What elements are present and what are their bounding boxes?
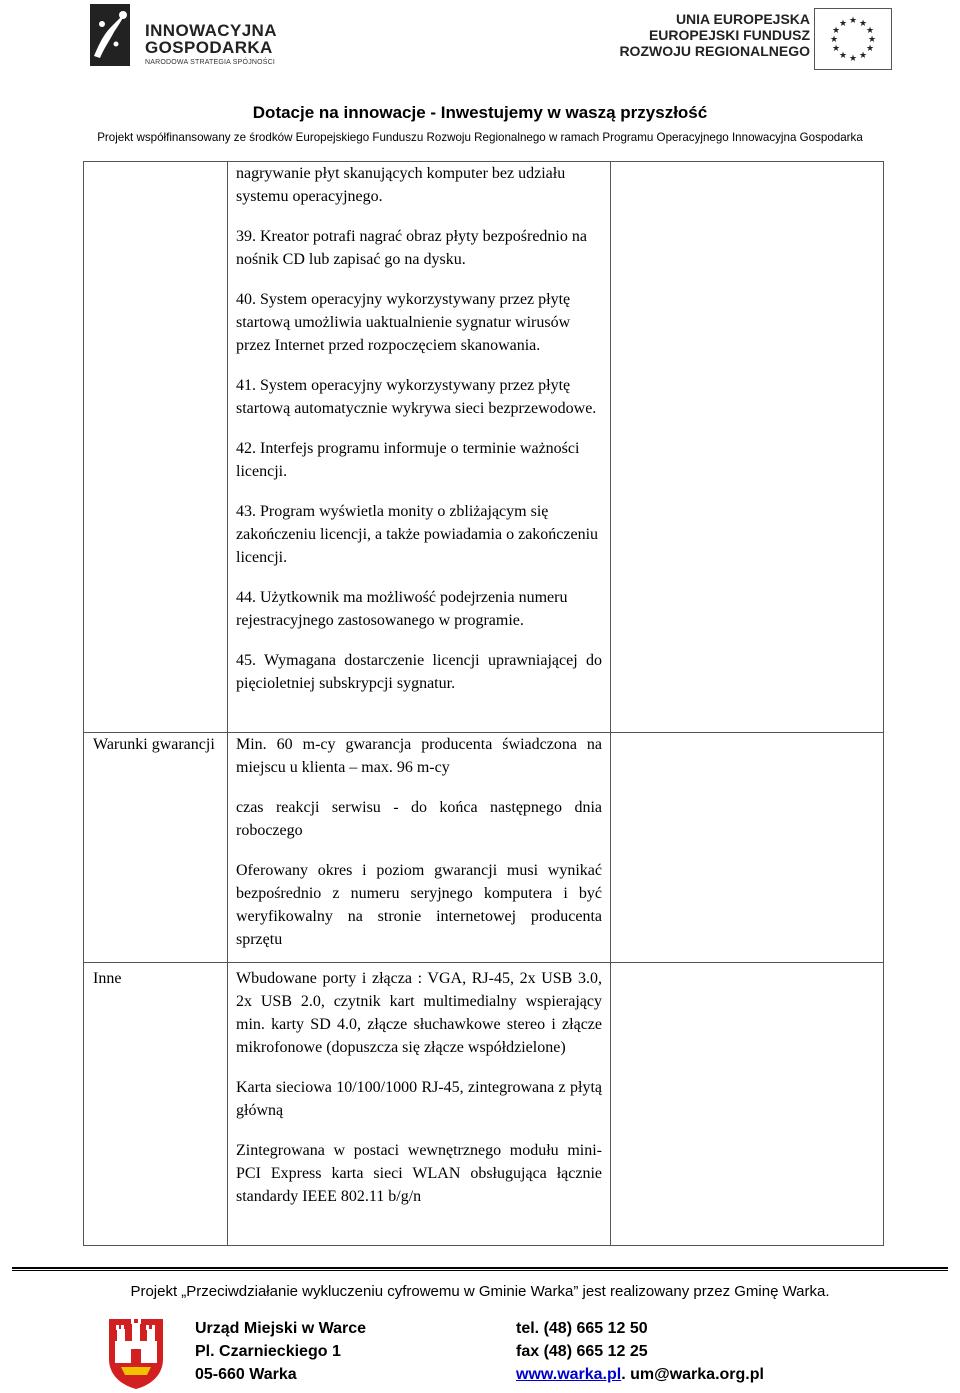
spec-item: Wbudowane porty i złącza : VGA, RJ-45, 2x USB 3.0, 2x USB 2.0, czytnik kart multimedialny wspierający min. karty SD 4.0, złącze słuchawkowe stereo i złącze mikrofonowe (dopuszcza się złącze współdzielone): [236, 970, 602, 1056]
specification-table: [83, 161, 884, 1246]
spec-item: Karta sieciowa 10/100/1000 RJ-45, zintegrowana z płytą główną: [236, 1079, 602, 1119]
table-divider: [610, 162, 611, 1245]
spec-item: 43. Program wyświetla monity o zbliżającym się zakończeniu licencji, a także powiadamia o zakończeniu licencji.: [236, 503, 599, 566]
spec-item: Min. 60 m-cy gwarancja producenta świadczona na miejscu u klienta – max. 96 m-cy: [236, 736, 602, 776]
table-row-warranty: [236, 733, 602, 968]
innowacyjna-gospodarka-logo: [90, 4, 290, 66]
web-email-line: [516, 1363, 764, 1386]
spec-item: czas reakcji serwisu - do końca następnego dnia roboczego: [236, 799, 602, 839]
table-row-continuation: [236, 162, 602, 712]
address-line: Urząd Miejski w Warce: [195, 1320, 367, 1337]
spec-item: 40. System operacyjny wykorzystywany przez płytę startową umożliwia uaktualnienie sygnatur wirusów przez Internet przed rozpoczęciem skanowania.: [236, 291, 571, 354]
spec-item: 41. System operacyjny wykorzystywany przez płytę startową automatycznie wykrywa sieci bezprzewodowe.: [236, 377, 597, 417]
spec-item: 42. Interfejs programu informuje o terminie ważności licencji.: [236, 440, 580, 480]
footer-address: [195, 1317, 366, 1386]
svg-text:★: ★: [838, 51, 848, 61]
address-line: 05-660 Warka: [195, 1366, 297, 1383]
logo-text-line3: NARODOWA STRATEGIA SPÓJNOŚCI: [145, 59, 276, 66]
footer-project-line: Projekt „Przeciwdziałanie wykluczeniu cyfrowemu w Gminie Warka” jest realizowany przez Gminę Warka.: [130, 1283, 830, 1300]
svg-text:★: ★: [858, 19, 868, 29]
table-row-other: [236, 967, 602, 1225]
spec-item: Oferowany okres i poziom gwarancji musi wynikać bezpośrednio z numeru seryjnego komputera i być weryfikowalny na stronie internetowej producenta sprzętu: [236, 862, 602, 948]
eu-logo-line2: EUROPEJSKI FUNDUSZ: [648, 27, 810, 43]
eu-logo-line1: UNIA EUROPEJSKA: [675, 11, 810, 27]
eu-fund-logo: [619, 8, 892, 70]
eu-logo-line3: ROZWOJU REGIONALNEGO: [619, 43, 810, 59]
eu-flag-icon: [814, 8, 892, 70]
header-tagline: Dotacje na innowacje - Inwestujemy w waszą przyszłość: [252, 103, 708, 122]
svg-text:★: ★: [838, 19, 848, 29]
footer-rule: [12, 1267, 948, 1271]
svg-text:★: ★: [865, 26, 875, 36]
warka-coat-of-arms-icon: [107, 1311, 165, 1389]
spec-item: 39. Kreator potrafi nagrać obraz płyty bezpośrednio na nośnik CD lub zapisać go na dysku.: [236, 228, 587, 268]
svg-text:★: ★: [831, 44, 841, 54]
spec-item: 45. Wymagana dostarczenie licencji uprawniającej do pięcioletniej subskrypcji sygnatur.: [236, 652, 602, 692]
svg-text:★: ★: [867, 35, 877, 45]
spec-item: Zintegrowana w postaci wewnętrznego modułu mini-PCI Express karta sieci WLAN obsługująca łącznie standardy IEEE 802.11 b/g/n: [236, 1142, 602, 1205]
innowacyjna-gospodarka-emblem-icon: [90, 4, 142, 66]
svg-text:★: ★: [848, 16, 858, 26]
footer-contact: [516, 1317, 764, 1386]
row-label-warranty: Warunki gwarancji: [93, 736, 215, 753]
logo-text-line2: GOSPODARKA: [145, 38, 273, 57]
address-line: Pl. Czarnieckiego 1: [195, 1343, 341, 1360]
website-link[interactable]: www.warka.pl: [516, 1366, 622, 1383]
svg-text:★: ★: [829, 35, 839, 45]
header-cofinancing-note: Projekt współfinansowany ze środków Europejskiego Funduszu Rozwoju Regionalnego w ramach Programu Operacyjnego Innowacyjna Gospodarka: [97, 131, 863, 144]
table-divider: [227, 162, 228, 1245]
svg-text:★: ★: [848, 54, 858, 64]
phone-number: tel. (48) 665 12 50: [516, 1320, 648, 1337]
svg-text:★: ★: [831, 26, 841, 36]
email-address[interactable]: . um@warka.org.pl: [621, 1366, 764, 1383]
svg-text:★: ★: [858, 51, 868, 61]
row-label-other: Inne: [93, 970, 122, 987]
logo-text-line1: INNOWACYJNA: [145, 21, 277, 40]
spec-item: nagrywanie płyt skanujących komputer bez udziału systemu operacyjnego.: [236, 165, 566, 205]
spec-item: 44. Użytkownik ma możliwość podejrzenia numeru rejestracyjnego zastosowanego w programie.: [236, 589, 568, 629]
svg-text:★: ★: [865, 44, 875, 54]
fax-number: fax (48) 665 12 25: [516, 1343, 648, 1360]
